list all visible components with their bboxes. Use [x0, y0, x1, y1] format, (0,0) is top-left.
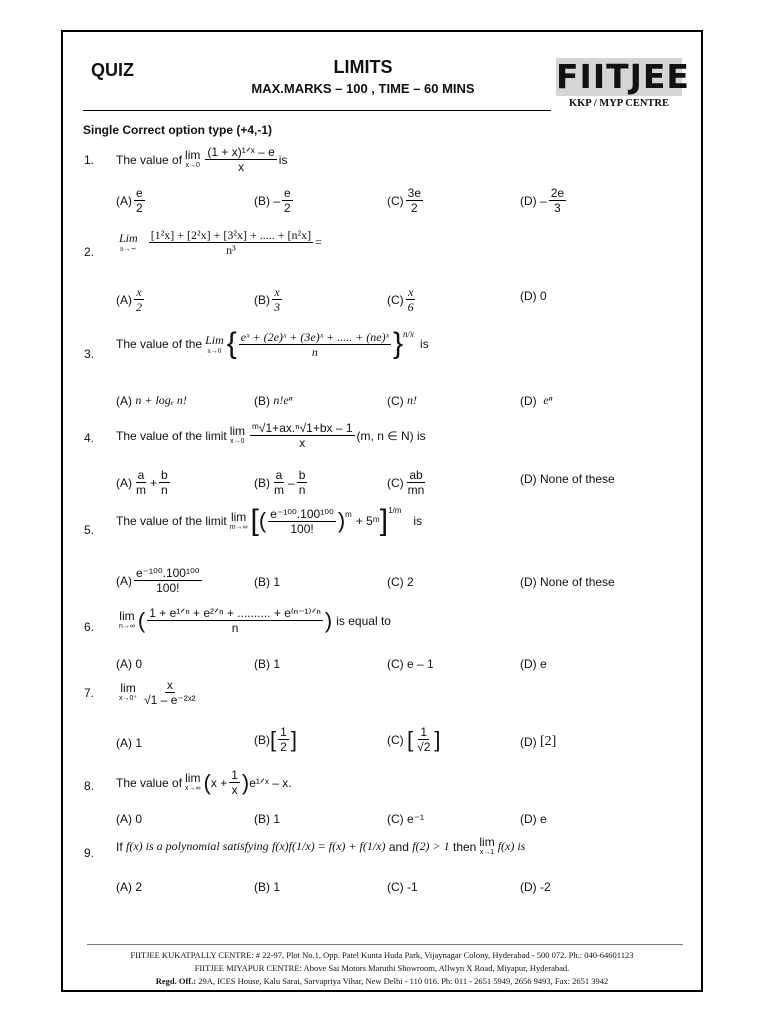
option-b[interactable]: (B) 1: [254, 657, 281, 671]
option-d[interactable]: (D) None of these: [520, 575, 615, 589]
question-5: The value of the limit lim m→∞ [ ( $\frac{\text{e⁻¹⁰⁰.100¹⁰⁰}}{100!}$ ) m + 5ᵐ ] 1/m is: [116, 504, 423, 537]
question-number: 4.: [84, 431, 95, 445]
question-text: The value of the: [116, 337, 203, 351]
question-text: The value of: [116, 775, 183, 790]
option-d[interactable]: (D) – $\frac{2e}{3}$: [520, 186, 565, 215]
question-text: is: [413, 514, 423, 528]
limit-operator: lim n→∞: [119, 609, 135, 630]
option-b[interactable]: (B) [ $\frac{1}{2}$ ]: [254, 725, 297, 754]
fraction: $\frac{\text{ᵐ√1+ax.ⁿ√1+bx – 1}}{x}$: [252, 421, 353, 450]
question-text: is: [420, 337, 429, 351]
option-c[interactable]: (C) n!: [387, 393, 418, 408]
footer-divider: [87, 944, 683, 945]
option-b[interactable]: (B) n!eⁿ: [254, 393, 293, 408]
question-1: [116, 145, 287, 174]
question-number: 9.: [84, 846, 95, 860]
question-number: 3.: [84, 347, 95, 361]
option-a[interactable]: (A) 1: [116, 736, 143, 750]
footer-line-2: FIITJEE MIYAPUR CENTRE: Above Sai Motors Maruthi Showroom, Allwyn X Road, Miyapur, Hyderabad.: [194, 963, 570, 973]
question-text: e¹ᐟˣ – x.: [249, 775, 292, 790]
option-a[interactable]: (A) $\frac{x}{2}$: [116, 285, 142, 314]
question-number: 2.: [84, 245, 95, 259]
option-c[interactable]: (C) $\frac{ab}{mn}$: [387, 468, 425, 497]
quiz-label: QUIZ: [91, 60, 134, 80]
question-6: lim n→∞ ( $\frac{\text{1 + e¹ᐟⁿ + e²ᐟⁿ + .......... + e⁽ⁿ⁻¹⁾ᐟⁿ}}{n}$ ) is equal to: [119, 606, 391, 635]
fraction: $\frac{\text{(1 + x)¹ᐟˣ – e}}{x}$: [207, 145, 275, 174]
question-text: =: [315, 235, 322, 249]
limit-operator: lim x→0⁺: [119, 681, 138, 702]
section-title: Single Correct option type (+4,-1): [83, 123, 273, 137]
question-7: [116, 678, 200, 707]
limit-operator: Lim x→0: [205, 332, 224, 355]
fraction: $\frac{\text{[1²x] + [2²x] + [3²x] + ..... + [n²x]}}{\text{n³}}$: [150, 228, 312, 257]
limit-operator: Lim n→∼: [119, 231, 138, 253]
question-text: The value of the limit: [116, 428, 227, 443]
question-text: The value of: [116, 152, 183, 167]
option-d[interactable]: (D) e: [520, 812, 547, 826]
limit-operator: lim x→∞: [185, 771, 201, 792]
question-3: The value of the Lim x→0 { $\frac{\text{eˣ + (2e)ˣ + (3e)ˣ + ..... + (ne)ˣ}}{n}$ } n/x is: [116, 327, 429, 360]
option-d[interactable]: (D) None of these: [520, 472, 615, 486]
question-4: [116, 421, 426, 450]
question-number: 1.: [84, 153, 95, 167]
question-text: (m, n ∈ N) is: [356, 428, 426, 443]
option-c[interactable]: (C) -1: [387, 880, 418, 894]
option-d[interactable]: (D) -2: [520, 880, 551, 894]
option-a[interactable]: (A) 0: [116, 657, 143, 671]
limit-operator: lim x→0: [185, 148, 201, 169]
question-text: is: [278, 152, 288, 167]
option-c[interactable]: (C) [ $\frac{1}{√2}$ ]: [387, 725, 441, 754]
option-c[interactable]: (C) e – 1: [387, 657, 434, 671]
option-d[interactable]: (D) eⁿ: [520, 393, 553, 408]
option-b[interactable]: (B) $\frac{x}{3}$: [254, 285, 280, 314]
option-a[interactable]: (A) 2: [116, 880, 143, 894]
exponent: 1/m: [388, 506, 402, 515]
option-b[interactable]: (B) – $\frac{e}{2}$: [254, 186, 291, 215]
option-d[interactable]: (D) e: [520, 657, 547, 671]
question-number: 8.: [84, 779, 95, 793]
fraction: $\frac{\text{1 + e¹ᐟⁿ + e²ᐟⁿ + .......... + e⁽ⁿ⁻¹⁾ᐟⁿ}}{n}$: [149, 606, 321, 635]
option-b[interactable]: (B) $\frac{a}{m}$ – $\frac{b}{n}$: [254, 468, 306, 497]
question-text: The value of the limit: [116, 514, 227, 528]
exponent: n/x: [403, 329, 415, 339]
question-number: 6.: [84, 620, 95, 634]
option-a[interactable]: (A) $\frac{\text{e⁻¹⁰⁰.100¹⁰⁰}}{100!}$: [116, 566, 200, 595]
header-divider: [83, 110, 551, 111]
question-8: The value of lim x→∞ ( x + $\frac{1}{x}$ ) e¹ᐟˣ – x.: [116, 768, 292, 797]
option-d[interactable]: (D) [2]: [520, 734, 557, 749]
limit-operator: lim x→0: [229, 424, 246, 445]
quiz-page: [61, 30, 703, 992]
question-9: If f(x) is a polynomial satisfying f(x)f(1/x) = f(x) + f(1/x) and f(2) > 1 then lim x→1 f(x) is: [116, 835, 526, 856]
option-c[interactable]: (C) $\frac{x}{6}$: [387, 285, 414, 314]
fraction: $\frac{x}{\text{√1 – e⁻²ˣ²}}$: [144, 678, 196, 707]
option-a[interactable]: (A) $\frac{e}{2}$: [116, 186, 143, 215]
footer-line-3: Regd. Off.: 29A, ICES House, Kalu Sarai, Sarvapriya Vihar, New Delhi - 110 016. Ph: 011 - 2651 5949, 2656 9493, Fax: 2651 3942: [155, 976, 609, 986]
question-number: 7.: [84, 686, 95, 700]
footer-line-1: FIITJEE KUKATPALLY CENTRE: # 22-97, Plot No.1, Opp. Patel Kunta Huda Park, Vijaynagar Colony, Hyderabad - 500 072. Ph.: 040-64601123: [130, 950, 634, 960]
option-a[interactable]: (A) n + logₑ n!: [116, 393, 187, 408]
option-a[interactable]: (A) 0: [116, 812, 143, 826]
fraction: $\frac{\text{e⁻¹⁰⁰.100¹⁰⁰}}{100!}$: [270, 506, 334, 536]
option-d[interactable]: (D) 0: [520, 289, 547, 303]
fraction: $\frac{\text{eˣ + (2e)ˣ + (3e)ˣ + ..... + (ne)ˣ}}{n}$: [240, 329, 389, 359]
page-subtitle: MAX.MARKS – 100 , TIME – 60 MINS: [251, 81, 475, 96]
option-a[interactable]: (A) $\frac{a}{m}$ + $\frac{b}{n}$: [116, 468, 168, 497]
option-c[interactable]: (C) 2: [387, 575, 414, 589]
limit-operator: lim x→1: [479, 835, 495, 856]
equation: f(x)f(1/x) = f(x) + f(1/x): [272, 839, 386, 853]
limit-operator: lim m→∞: [229, 509, 248, 531]
option-b[interactable]: (B) 1: [254, 575, 281, 589]
option-c[interactable]: (C) $\frac{3e}{2}$: [387, 186, 422, 215]
option-b[interactable]: (B) 1: [254, 880, 281, 894]
page-title: LIMITS: [333, 57, 393, 77]
question-number: 5.: [84, 523, 95, 537]
question-text: is equal to: [336, 613, 391, 628]
centre-label: KKP / MYP CENTRE: [568, 98, 670, 109]
option-c[interactable]: (C) e⁻¹: [387, 812, 424, 826]
question-2: [116, 228, 322, 257]
fiitjee-logo: FIITJEE: [556, 57, 690, 96]
option-b[interactable]: (B) 1: [254, 812, 281, 826]
